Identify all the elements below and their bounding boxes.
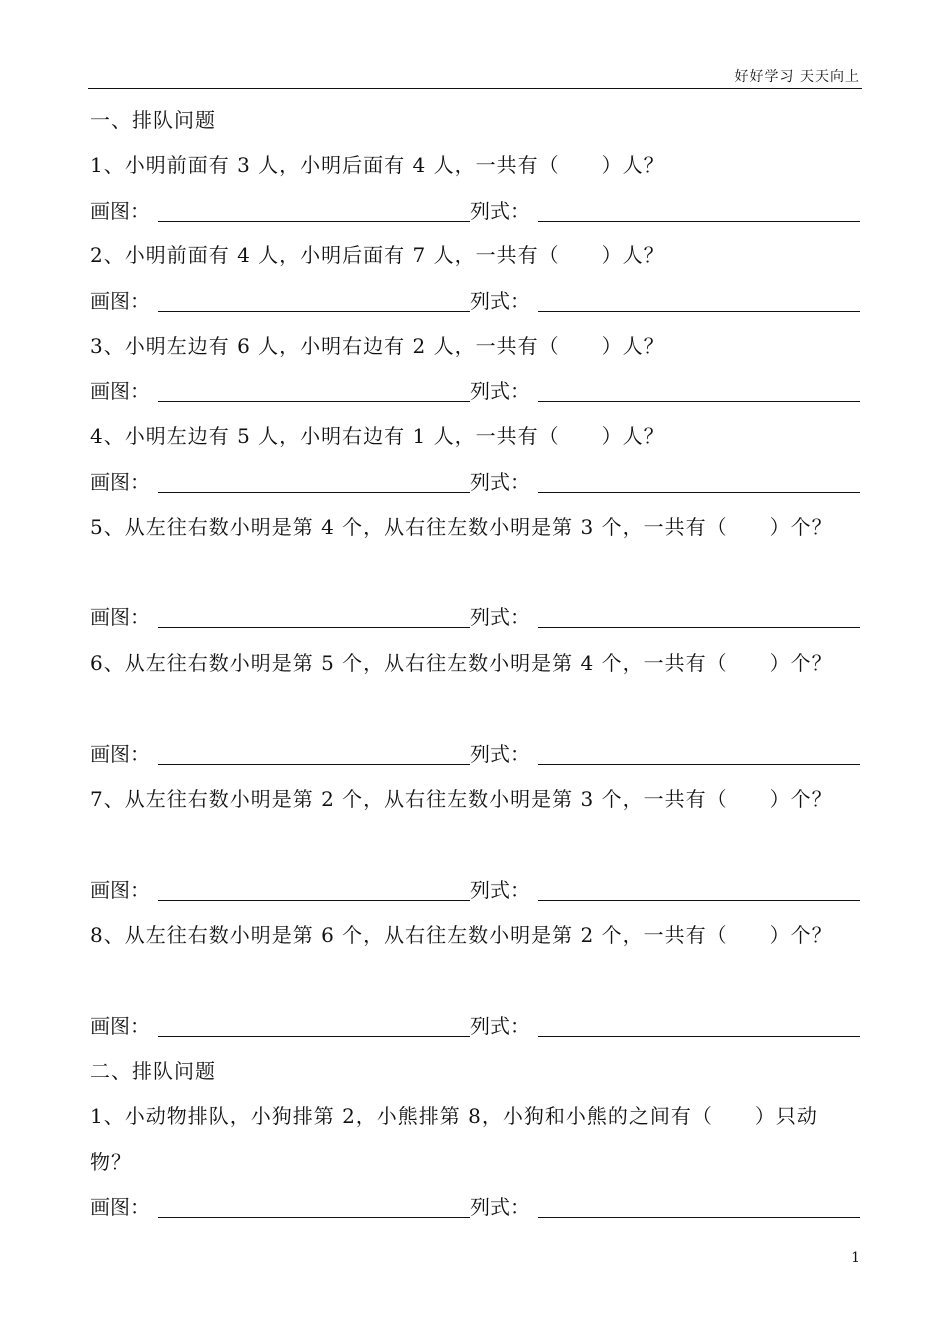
- draw-blank[interactable]: [158, 627, 470, 628]
- formula-label: 列式：: [470, 1195, 530, 1219]
- draw-blank[interactable]: [158, 1036, 470, 1037]
- draw-label: 画图：: [90, 605, 150, 629]
- question-1-2: 2、小明前面有 4 人，小明后面有 7 人，一共有（ ）人？: [90, 243, 665, 267]
- formula-blank[interactable]: [538, 900, 860, 901]
- formula-label: 列式：: [470, 289, 530, 313]
- question-1-5: 5、从左往右数小明是第 4 个，从右往左数小明是第 3 个，一共有（ ）个？: [90, 515, 833, 539]
- draw-blank[interactable]: [158, 401, 470, 402]
- question-1-4: 4、小明左边有 5 人，小明右边有 1 人，一共有（ ）人？: [90, 424, 665, 448]
- draw-label: 画图：: [90, 289, 150, 313]
- question-1-6: 6、从左往右数小明是第 5 个，从右往左数小明是第 4 个，一共有（ ）个？: [90, 651, 833, 675]
- draw-blank[interactable]: [158, 900, 470, 901]
- formula-blank[interactable]: [538, 492, 860, 493]
- formula-label: 列式：: [470, 379, 530, 403]
- formula-blank[interactable]: [538, 221, 860, 222]
- section-2-title: 二、排队问题: [90, 1059, 216, 1083]
- draw-blank[interactable]: [158, 764, 470, 765]
- draw-blank[interactable]: [158, 492, 470, 493]
- draw-label: 画图：: [90, 878, 150, 902]
- draw-blank[interactable]: [158, 221, 470, 222]
- question-1-8: 8、从左往右数小明是第 6 个，从右往左数小明是第 2 个，一共有（ ）个？: [90, 923, 833, 947]
- answer-row-1-1: [90, 197, 862, 225]
- page-number: 1: [851, 1250, 860, 1266]
- answer-row-1-8: [90, 1012, 862, 1040]
- draw-label: 画图：: [90, 199, 150, 223]
- answer-row-1-3: [90, 377, 862, 405]
- answer-row-1-6: [90, 740, 862, 768]
- draw-label: 画图：: [90, 742, 150, 766]
- section-1-title: 一、排队问题: [90, 108, 216, 132]
- header-text: 好好学习 天天向上: [734, 69, 860, 85]
- question-1-1: 1、小明前面有 3 人，小明后面有 4 人，一共有（ ）人？: [90, 153, 665, 177]
- answer-row-1-7: [90, 876, 862, 904]
- formula-label: 列式：: [470, 742, 530, 766]
- formula-label: 列式：: [470, 1014, 530, 1038]
- answer-row-1-4: [90, 468, 862, 496]
- question-2-1-line-2: 物？: [90, 1150, 132, 1174]
- answer-row-1-5: [90, 603, 862, 631]
- formula-blank[interactable]: [538, 627, 860, 628]
- question-1-7: 7、从左往右数小明是第 2 个，从右往左数小明是第 3 个，一共有（ ）个？: [90, 787, 833, 811]
- formula-blank[interactable]: [538, 401, 860, 402]
- formula-label: 列式：: [470, 470, 530, 494]
- formula-label: 列式：: [470, 605, 530, 629]
- formula-blank[interactable]: [538, 1036, 860, 1037]
- formula-blank[interactable]: [538, 1217, 860, 1218]
- header-divider: [88, 88, 862, 89]
- formula-label: 列式：: [470, 878, 530, 902]
- answer-row-2-1: [90, 1193, 862, 1221]
- formula-label: 列式：: [470, 199, 530, 223]
- draw-label: 画图：: [90, 379, 150, 403]
- formula-blank[interactable]: [538, 311, 860, 312]
- question-2-1-line-1: 1、小动物排队，小狗排第 2，小熊排第 8，小狗和小熊的之间有（ ）只动: [90, 1104, 818, 1128]
- question-1-3: 3、小明左边有 6 人，小明右边有 2 人，一共有（ ）人？: [90, 334, 665, 358]
- draw-label: 画图：: [90, 1014, 150, 1038]
- formula-blank[interactable]: [538, 764, 860, 765]
- answer-row-1-2: [90, 287, 862, 315]
- draw-blank[interactable]: [158, 1217, 470, 1218]
- draw-label: 画图：: [90, 470, 150, 494]
- draw-blank[interactable]: [158, 311, 470, 312]
- draw-label: 画图：: [90, 1195, 150, 1219]
